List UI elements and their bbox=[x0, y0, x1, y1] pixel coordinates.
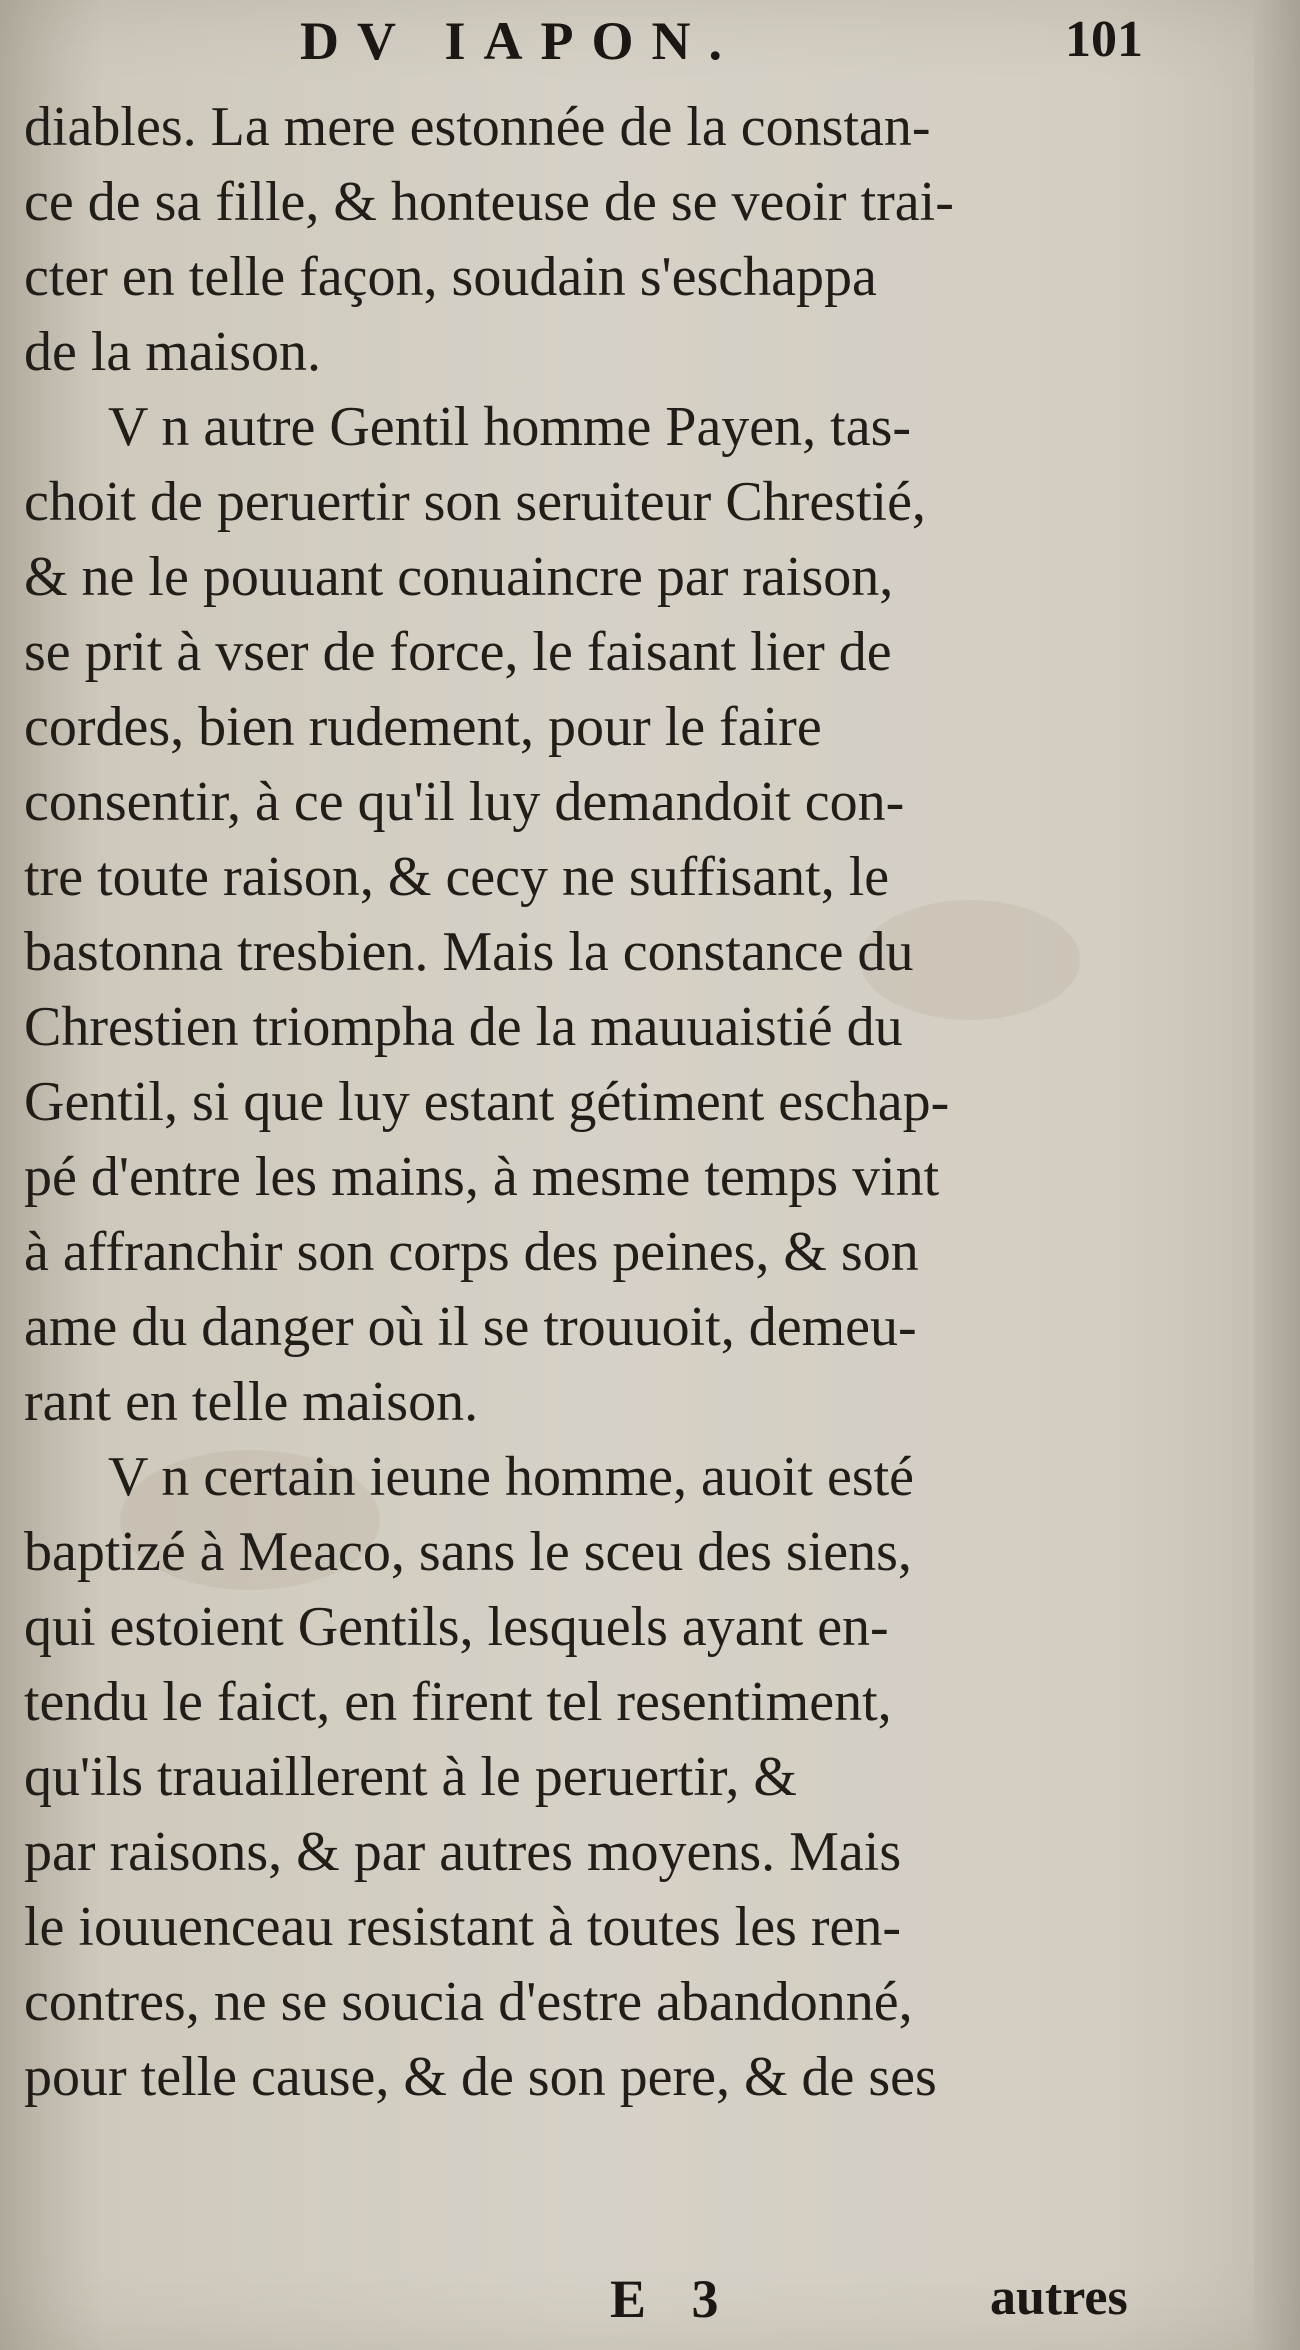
text-line: pé d'entre les mains, à mesme temps vint bbox=[24, 1146, 940, 1208]
text-line: pour telle cause, & de son pere, & de ses bbox=[24, 2046, 937, 2108]
paragraph bbox=[24, 1440, 1194, 2115]
signature-mark: E 3 bbox=[610, 2269, 735, 2329]
page-footer bbox=[0, 2268, 1300, 2338]
catchword: autres bbox=[990, 2269, 1128, 2326]
text-line: Chrestien triompha de la mauuaistié du bbox=[24, 996, 903, 1058]
text-line: Gentil, si que luy estant gétiment eschap- bbox=[24, 1071, 950, 1133]
text-line: diables. La mere estonnée de la constan- bbox=[24, 96, 931, 158]
paragraph bbox=[24, 390, 1194, 1440]
text-line: tendu le faict, en firent tel resentiment, bbox=[24, 1671, 892, 1733]
page-right-edge bbox=[1254, 0, 1300, 2350]
text-line: cordes, bien rudement, pour le faire bbox=[24, 696, 822, 758]
running-title: DV IAPON. bbox=[300, 11, 741, 71]
text-line: cter en telle façon, soudain s'eschappa bbox=[24, 246, 877, 308]
text-line: qu'ils trauaillerent à le peruertir, & bbox=[24, 1746, 797, 1808]
text-line: & ne le pouuant conuaincre par raison, bbox=[24, 546, 894, 608]
page-number: 101 bbox=[1065, 11, 1143, 68]
running-header bbox=[0, 10, 1300, 80]
text-line: de la maison. bbox=[24, 321, 322, 383]
text-line: le iouuenceau resistant à toutes les ren- bbox=[24, 1896, 901, 1958]
text-line: V n certain ieune homme, auoit esté bbox=[108, 1446, 915, 1508]
text-line: rant en telle maison. bbox=[24, 1371, 479, 1433]
text-line: par raisons, & par autres moyens. Mais bbox=[24, 1821, 902, 1883]
text-line: choit de peruertir son seruiteur Chrestié, bbox=[24, 471, 926, 533]
text-line: ce de sa fille, & honteuse de se veoir trai- bbox=[24, 171, 954, 233]
text-line: se prit à vser de force, le faisant lier de bbox=[24, 621, 892, 683]
text-line: V n autre Gentil homme Payen, tas- bbox=[108, 396, 912, 458]
text-line: consentir, à ce qu'il luy demandoit con- bbox=[24, 771, 905, 833]
text-line: tre toute raison, & cecy ne suffisant, le bbox=[24, 846, 890, 908]
text-line: contres, ne se soucia d'estre abandonné, bbox=[24, 1971, 913, 2033]
page-body-text bbox=[24, 90, 1194, 2115]
text-line: qui estoient Gentils, lesquels ayant en- bbox=[24, 1596, 889, 1658]
text-line: ame du danger où il se trouuoit, demeu- bbox=[24, 1296, 917, 1358]
text-line: bastonna tresbien. Mais la constance du bbox=[24, 921, 914, 983]
paragraph bbox=[24, 90, 1194, 390]
text-line: à affranchir son corps des peines, & son bbox=[24, 1221, 919, 1283]
text-line: baptizé à Meaco, sans le sceu des siens, bbox=[24, 1521, 912, 1583]
